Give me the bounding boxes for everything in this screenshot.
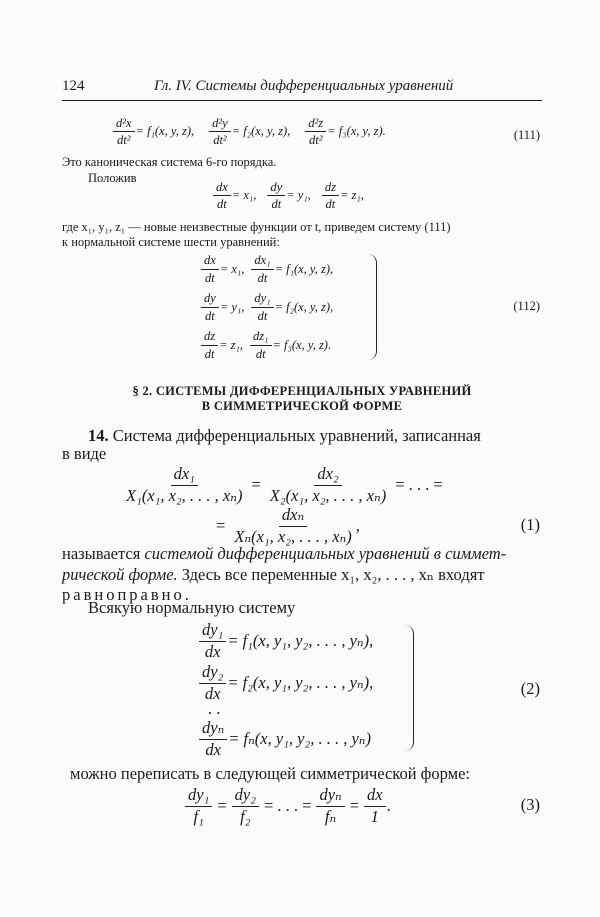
fraction: $\frac{\text{d²z}}{\text{dt²}}$ <box>305 116 326 148</box>
paragraph-text: в виде <box>62 444 107 463</box>
equation-2: $\frac{\text{dy₁}}{dx}$ = f₁(x, y₁, y₂, . . . , yₙ), $\frac{\text{dy₂}}{dx}$ = f₂(x, y₁, y₂, . . . , yₙ), . . $\frac{\text{dyₙ}}{dx}$ = fₙ(x, y₁, y₂, . . . , yₙ) <box>198 620 373 760</box>
equation-112: $\frac{dx}{dt}$ = x₁, $\frac{\text{dx₁}}{dt}$ = f₁(x, y, z), $\frac{dy}{dt}$ = y₁, $\frac{\text{dy₁}}{dt}$ = f₂(x, y, z), $\frac{dz}{dt}$ = z₁, $\frac{\text{dz₁}}{dt}$ = f₃(x, y, z). <box>200 250 333 364</box>
fraction: $\frac{dz}{dt}$ <box>322 180 339 212</box>
right-brace <box>368 254 377 360</box>
equation-number: (112) <box>513 299 540 313</box>
right-brace <box>405 625 414 751</box>
fraction: $\frac{\text{dx₁}}{\text{X₁(x₁, x₂, . . . , xₙ)}}$ <box>126 464 243 505</box>
fraction: $\frac{\text{d²x}}{\text{dt²}}$ <box>113 116 135 148</box>
equation-number: (111) <box>513 128 540 142</box>
paragraph-text: можно переписать в следующей симметрической форме: <box>70 764 470 783</box>
paragraph-text: к нормальной системе шести уравнений: <box>62 235 280 249</box>
running-title: Гл. IV. Системы дифференциальных уравнений <box>154 78 454 94</box>
equation-number: (3) <box>520 795 540 814</box>
fraction: $\frac{dx}{1}$ <box>364 786 386 827</box>
equation-3: $\frac{\text{dy₁}}{\text{f₁}}$ = $\frac{\text{dy₂}}{\text{f₂}}$ = . . . = $\frac{\text{dyₙ}}{\text{fₙ}}$ = $\frac{dx}{1}$ . <box>184 786 391 827</box>
paragraph-14: 14. Система дифференциальных уравнений, записанная <box>88 426 481 445</box>
fraction: $\frac{\text{dx₁}}{dt}$ <box>251 253 273 285</box>
fraction: $\frac{\text{dy₁}}{dt}$ <box>251 291 273 323</box>
equation-1-cont: = $\frac{\text{dxₙ}}{\text{Xₙ(x₁, x₂, . . . , xₙ)}}$ , <box>216 505 360 546</box>
fraction: $\frac{\text{dx₂}}{\text{X₂(x₁, x₂, . . . , xₙ)}}$ <box>269 464 387 505</box>
fraction: $\frac{dy}{dt}$ <box>267 180 285 212</box>
fraction: $\frac{dy}{dt}$ <box>201 291 219 323</box>
fraction: $\frac{\text{dy₁}}{\text{f₁}}$ <box>185 786 212 827</box>
fraction: $\frac{\text{dy₁}}{dx}$ <box>199 621 226 662</box>
page-number: 124 <box>62 78 85 94</box>
paragraph-text: Это каноническая система 6-го порядка. <box>62 155 277 169</box>
ellipsis-row: . . <box>208 699 221 718</box>
definition-paragraph: называется системой дифференциальных уравнений в симмет- рической форме. Здесь все переменные x₁, x₂, . . . , xₙ входят равноправно. <box>62 544 507 605</box>
fraction: $\frac{\text{dyₙ}}{dx}$ <box>199 719 227 760</box>
fraction: $\frac{dz}{dt}$ <box>201 329 218 361</box>
fraction: $\frac{dx}{dt}$ <box>201 253 219 285</box>
paragraph-text: Положив <box>88 171 137 185</box>
fraction: $\frac{\text{dz₁}}{dt}$ <box>250 329 271 361</box>
section-heading: § 2. СИСТЕМЫ ДИФФЕРЕНЦИАЛЬНЫХ УРАВНЕНИЙ В СИММЕТРИЧЕСКОЙ ФОРМЕ <box>132 384 472 413</box>
equation-number: (2) <box>520 679 540 698</box>
running-header <box>62 78 542 101</box>
paragraph-text: где x₁, y₁, z₁ — новые неизвестные функции от t, приведем систему (111) <box>62 220 451 234</box>
paragraph-text: Всякую нормальную систему <box>88 598 296 617</box>
substitution-equations: $\frac{dx}{dt}$ = x₁, $\frac{dy}{dt}$ = y₁, $\frac{dz}{dt}$ = z₁, <box>212 180 364 212</box>
fraction: $\frac{\text{dxₙ}}{\text{Xₙ(x₁, x₂, . . . , xₙ)}}$ <box>234 505 352 546</box>
equation-111: $\frac{\text{d²x}}{\text{dt²}}$ = f₁(x, y, z), $\frac{\text{d²y}}{\text{dt²}}$ = f₂(x, y, z), $\frac{\text{d²z}}{\text{dt²}}$ = f₃(x, y, z). <box>112 116 386 148</box>
fraction: $\frac{dx}{dt}$ <box>213 180 231 212</box>
fraction: $\frac{\text{dy₂}}{dx}$ <box>199 663 226 704</box>
equation-1: $\frac{\text{dx₁}}{\text{X₁(x₁, x₂, . . . , xₙ)}}$ = $\frac{\text{dx₂}}{\text{X₂(x₁, x₂, . . . , xₙ)}}$ = . . . = <box>122 465 443 506</box>
item-number: 14. <box>88 426 109 445</box>
equation-number: (1) <box>520 515 540 534</box>
emphasis: рической форме. <box>62 564 178 584</box>
emphasis: системой дифференциальных уравнений в симмет- <box>144 544 507 563</box>
fraction: $\frac{\text{dy₂}}{\text{f₂}}$ <box>232 786 259 827</box>
fraction: $\frac{\text{dyₙ}}{\text{fₙ}}$ <box>316 786 344 827</box>
fraction: $\frac{\text{d²y}}{\text{dt²}}$ <box>209 116 231 148</box>
